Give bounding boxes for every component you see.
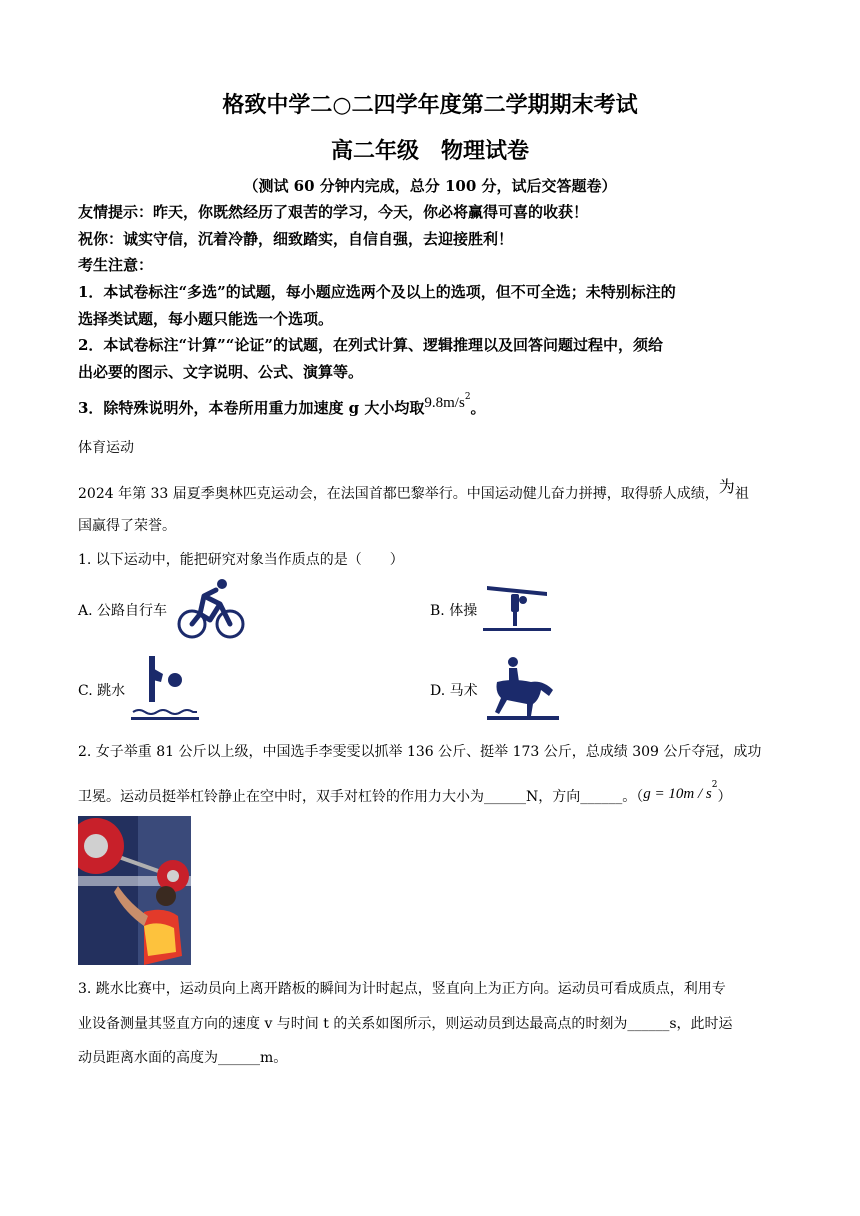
section-intro-line-2: 国赢得了荣誉。 (78, 518, 176, 534)
section-title: 体育运动 (78, 440, 134, 456)
q3-line-1: 3. 跳水比赛中，运动员向上离开踏板的瞬间为计时起点，竖直向上为正方向。运动员可看成质点，利用专 (78, 981, 726, 997)
q2-close: ） (717, 789, 732, 805)
gravity-exponent: 2 (464, 392, 471, 402)
intro-zu: 祖 (734, 486, 749, 502)
equestrian-icon (483, 652, 563, 722)
note-2-line-1: 2．本试卷标注“计算”“论证”的试题，在列式计算、逻辑推理以及回答问题过程中，须给 (78, 336, 663, 354)
gravity-value: 9.8m/s (424, 395, 465, 411)
section-intro-line-1 (78, 477, 749, 503)
attention-heading: 考生注意： (78, 256, 154, 274)
exam-subtitle: 高二年级 物理试卷 (330, 138, 529, 164)
gymnastics-icon (483, 580, 551, 632)
exam-info: （测试 60 分钟内完成，总分 100 分，试后交答题卷） (243, 177, 617, 195)
q1-option-d-label: D. 马术 (430, 683, 478, 699)
diving-icon (131, 652, 199, 722)
intro-wei: 为 (718, 477, 735, 496)
q2-text: 卫冕。运动员挺举杠铃静止在空中时，双手对杠铃的作用力大小为______N，方向______。（ (78, 789, 644, 805)
cycling-icon (176, 578, 246, 640)
tip-line-2: 祝你：诚实守信，沉着冷静，细致踏实，自信自强，去迎接胜利！ (78, 230, 514, 248)
note-2-line-2: 出必要的图示、文字说明、公式、演算等。 (78, 363, 364, 381)
q2-formula-exponent: 2 (711, 780, 718, 791)
q3-line-2: 业设备测量其竖直方向的速度 v 与时间 t 的关系如图所示，则运动员到达最高点的时刻为______s，此时运 (78, 1016, 733, 1032)
q2-line-2 (78, 780, 732, 806)
intro-text: 2024 年第 33 届夏季奥林匹克运动会，在法国首都巴黎举行。中国运动健儿奋力拼搏，取得骄人成绩， (78, 486, 719, 502)
weightlifter-photo (78, 816, 191, 965)
exam-title: 格致中学二○二四学年度第二学期期末考试 (222, 92, 638, 118)
note-1-line-1: 1．本试卷标注“多选”的试题，每小题应选两个及以上的选项，但不可全选；未特别标注的 (78, 283, 676, 301)
q2-formula: g = 10m / s (643, 786, 712, 802)
q1-stem: 1. 以下运动中，能把研究对象当作质点的是（ ） (78, 552, 404, 568)
q1-option-a-label: A. 公路自行车 (78, 603, 168, 619)
note-3-end: 。 (470, 399, 486, 417)
note-1-line-2: 选择类试题，每小题只能选一个选项。 (78, 310, 334, 328)
note-3 (78, 392, 486, 418)
q3-line-3: 动员距离水面的高度为______m。 (78, 1050, 288, 1066)
q2-line-1: 2. 女子举重 81 公斤以上级，中国选手李雯雯以抓举 136 公斤、挺举 173 公斤，总成绩 309 公斤夺冠，成功 (78, 744, 762, 760)
note-3-text: 3．除特殊说明外，本卷所用重力加速度 g 大小均取 (78, 399, 425, 417)
q1-option-c-label: C. 跳水 (78, 683, 126, 699)
weightlifter-image (78, 816, 191, 965)
q1-option-b-label: B. 体操 (430, 603, 478, 619)
tip-line-1: 友情提示：昨天，你既然经历了艰苦的学习，今天，你必将赢得可喜的收获！ (78, 203, 589, 221)
